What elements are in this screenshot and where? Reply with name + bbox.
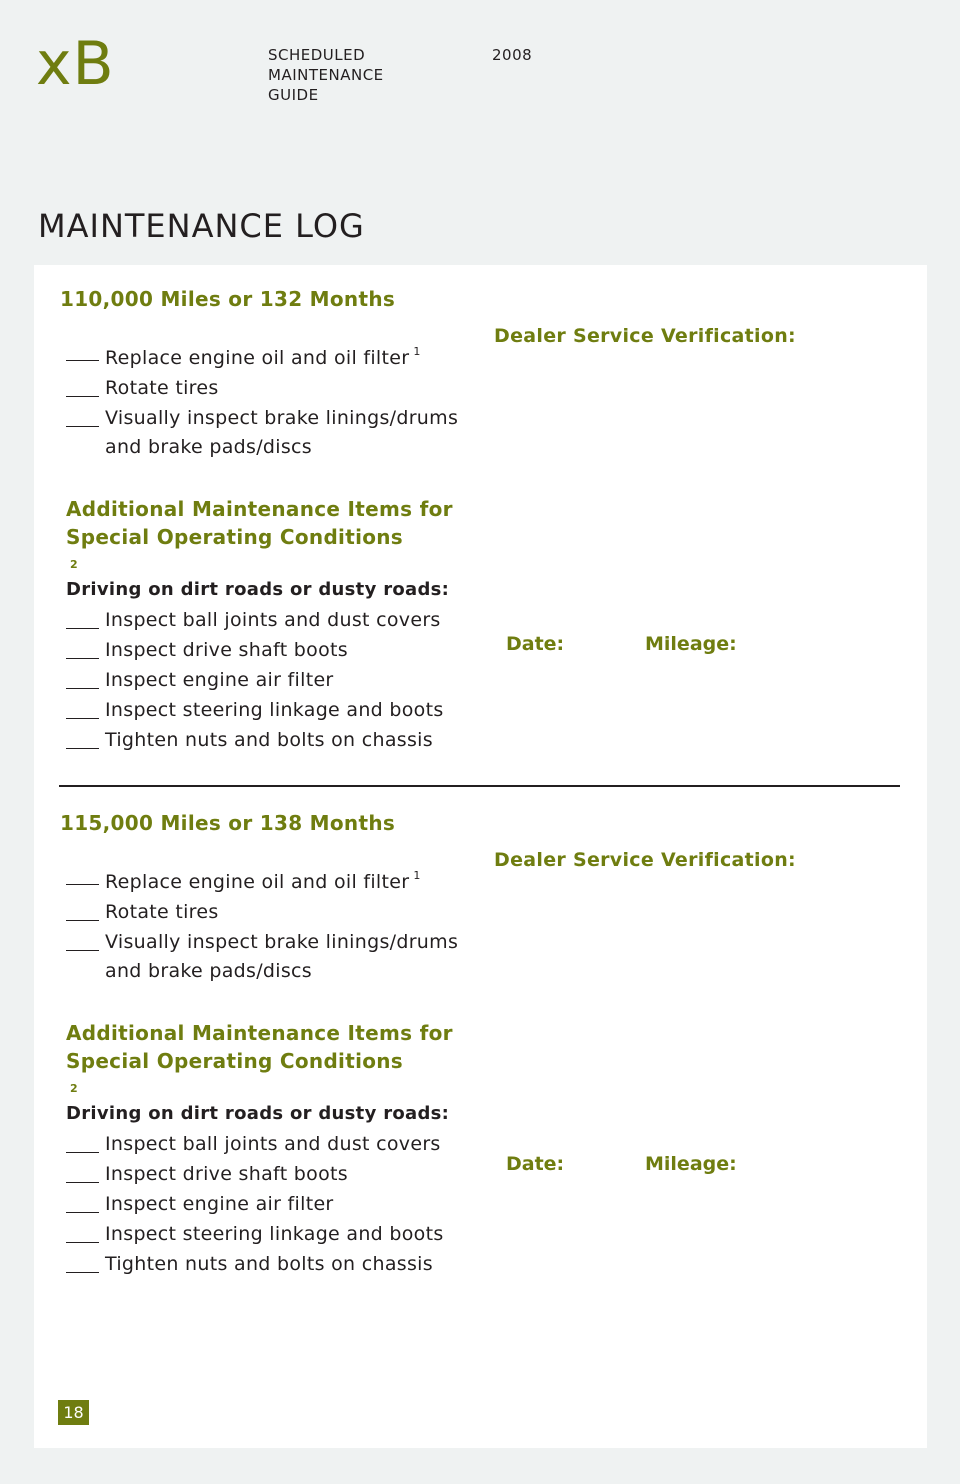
task-item: Inspect steering linkage and boots: [66, 1219, 486, 1249]
condition-task-list: [66, 605, 486, 755]
footnote-ref: 1: [413, 869, 421, 882]
footnote-ref: 1: [413, 345, 421, 358]
task-list: [66, 337, 466, 461]
task-item: Inspect drive shaft boots: [66, 635, 486, 665]
dealer-verification-label: Dealer Service Verification:: [494, 325, 796, 347]
date-label: Date:: [506, 633, 565, 655]
maintenance-log-panel: [34, 265, 927, 1448]
page-title: MAINTENANCE LOG: [38, 207, 365, 245]
guide-title-line: SCHEDULED: [268, 46, 366, 64]
condition-heading: Driving on dirt roads or dusty roads:: [66, 1103, 450, 1124]
task-item: Inspect ball joints and dust covers: [66, 605, 486, 635]
task-item: Tighten nuts and bolts on chassis: [66, 725, 486, 755]
guide-title: [268, 45, 384, 105]
model-year: 2008: [492, 46, 533, 64]
mileage-label: Mileage:: [645, 633, 737, 655]
task-item: Inspect steering linkage and boots: [66, 695, 486, 725]
page-number-badge: 18: [58, 1400, 89, 1425]
section-divider: [59, 785, 900, 787]
task-item: Inspect engine air filter: [66, 665, 486, 695]
additional-heading-line: Special Operating Conditions: [66, 1049, 404, 1073]
task-item: [66, 373, 466, 403]
dealer-verification-label: Dealer Service Verification:: [494, 849, 796, 871]
condition-heading: Driving on dirt roads or dusty roads:: [66, 579, 450, 600]
task-text: Rotate tires: [105, 377, 219, 399]
additional-items-heading: [66, 1019, 453, 1108]
date-label: Date:: [506, 1153, 565, 1175]
task-text: Visually inspect brake linings/drums: [105, 407, 459, 429]
task-item: [66, 403, 466, 461]
footnote-ref: 2: [70, 558, 78, 571]
task-text-continued: and brake pads/discs: [105, 436, 313, 458]
task-item: [66, 927, 466, 985]
guide-title-line: GUIDE: [268, 86, 319, 104]
additional-heading-line: Additional Maintenance Items for: [66, 497, 453, 521]
guide-title-line: MAINTENANCE: [268, 66, 384, 84]
footnote-ref: 2: [70, 1082, 78, 1095]
mileage-label: Mileage:: [645, 1153, 737, 1175]
condition-task-list: [66, 1129, 486, 1279]
task-item: Inspect engine air filter: [66, 1189, 486, 1219]
xb-logo: xB: [36, 29, 115, 99]
task-text: Visually inspect brake linings/drums: [105, 931, 459, 953]
task-item: Tighten nuts and bolts on chassis: [66, 1249, 486, 1279]
task-list: [66, 861, 466, 985]
additional-items-heading: [66, 495, 453, 584]
interval-title: 110,000 Miles or 132 Months: [60, 287, 396, 311]
task-text-continued: and brake pads/discs: [105, 960, 313, 982]
task-item: Inspect ball joints and dust covers: [66, 1129, 486, 1159]
interval-title: 115,000 Miles or 138 Months: [60, 811, 396, 835]
task-item: Inspect drive shaft boots: [66, 1159, 486, 1189]
additional-heading-line: Special Operating Conditions: [66, 525, 404, 549]
task-item: [66, 861, 466, 897]
task-item: [66, 337, 466, 373]
task-item: [66, 897, 466, 927]
additional-heading-line: Additional Maintenance Items for: [66, 1021, 453, 1045]
task-text: Rotate tires: [105, 901, 219, 923]
task-text: Replace engine oil and oil filter: [105, 871, 410, 893]
task-text: Replace engine oil and oil filter: [105, 347, 410, 369]
